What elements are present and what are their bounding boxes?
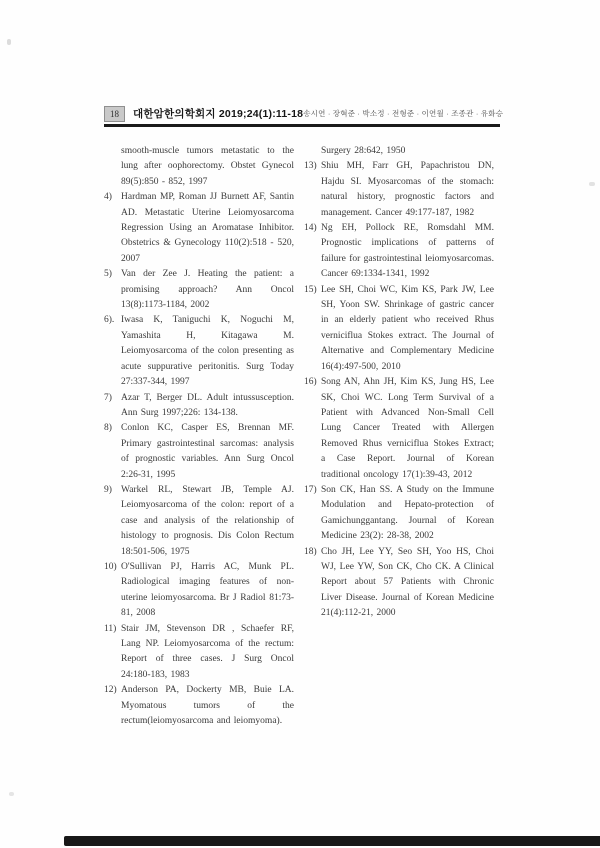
reference-item-4 bbox=[104, 190, 294, 267]
reference-item-3-continuation bbox=[104, 144, 294, 190]
journal-title: 대한암한의학회지 2019;24(1):11-18 bbox=[133, 108, 304, 120]
reference-number: 11) bbox=[104, 623, 117, 634]
reference-text: smooth-muscle tumors metastatic to the lung after oophorectomy. Obstet Gynecol 89(5):850 - 852, 1997 bbox=[121, 146, 294, 187]
reference-column-left bbox=[104, 144, 294, 729]
reference-item-11 bbox=[104, 622, 294, 684]
scan-artifact bbox=[589, 182, 595, 186]
scan-edge-bar bbox=[64, 836, 600, 846]
reference-item-14 bbox=[304, 221, 494, 283]
page-number: 18 bbox=[110, 108, 119, 119]
reference-item-6 bbox=[104, 313, 294, 390]
scan-artifact bbox=[7, 39, 11, 45]
reference-item-9 bbox=[104, 483, 294, 560]
reference-item-17 bbox=[304, 483, 494, 545]
reference-number: 17) bbox=[304, 484, 317, 495]
reference-number: 16) bbox=[304, 377, 317, 388]
reference-text: Conlon KC, Casper ES, Brennan MF. Primary gastrointestinal sarcomas: analysis of prognostic variables. Ann Surg Oncol 2:26-31, 1995 bbox=[121, 423, 294, 480]
reference-item-7 bbox=[104, 391, 294, 422]
reference-text: Hardman MP, Roman JJ Burnett AF, Santin AD. Metastatic Uterine Leiomyosarcoma Regression Using an Aromatase Inhibitor. Obstetrics & Gynecology 110(2):518 - 520, 2007 bbox=[121, 192, 294, 264]
reference-text: O'Sullivan PJ, Harris AC, Munk PL. Radiological imaging features of non-uterine leiomyosarcoma. Br J Radiol 81:73-81, 2008 bbox=[121, 561, 294, 619]
reference-item-5 bbox=[104, 267, 294, 313]
reference-text: Son CK, Han SS. A Study on the Immune Modulation and Hepato-protection of Gamichunggantang. Journal of Korean Medicine 23(2): 28-38, 2002 bbox=[321, 484, 494, 542]
reference-text: Warkel RL, Stewart JB, Temple AJ. Leiomyosarcoma of the colon: report of a case and analysis of the relationship of histology to prognosis. Dis Colon Rectum 18:501-506, 1975 bbox=[121, 484, 294, 557]
reference-text: Cho JH, Lee YY, Seo SH, Yoo HS, Choi WJ, Lee YW, Son CK, Cho CK. A Clinical Report about 57 Patients with Chronic Liver Disease. Journal of Korean Medicine 21(4):112-21, 2000 bbox=[321, 546, 494, 619]
reference-number: 18) bbox=[304, 546, 317, 557]
reference-item-12-continuation bbox=[304, 144, 494, 159]
reference-item-15 bbox=[304, 283, 494, 375]
reference-column-right bbox=[304, 144, 494, 729]
reference-text: Lee SH, Choi WC, Kim KS, Park JW, Lee SH, Yoon SW. Shrinkage of gastric cancer in an elderly patient who received Rhus verniciflua Stokes extract. The Journal of Alternative and Complementary Medicine 16(4):497-500, 2010 bbox=[321, 284, 494, 372]
reference-number: 7) bbox=[104, 392, 112, 403]
reference-number: 9) bbox=[104, 484, 112, 495]
reference-text: Surgery 28:642, 1950 bbox=[321, 146, 406, 156]
scan-artifact bbox=[9, 792, 14, 796]
reference-item-16 bbox=[304, 375, 494, 483]
reference-number: 8) bbox=[104, 423, 112, 434]
reference-number: 13) bbox=[304, 161, 317, 172]
reference-number: 4) bbox=[104, 192, 112, 203]
reference-text: Anderson PA, Dockerty MB, Buie LA. Myomatous tumors of the rectum(leiomyosarcoma and leiomyoma). bbox=[121, 685, 294, 727]
reference-item-8 bbox=[104, 421, 294, 483]
page-number-box bbox=[104, 106, 125, 122]
reference-number: 12) bbox=[104, 685, 117, 696]
reference-item-13 bbox=[304, 159, 494, 221]
page-header bbox=[104, 104, 504, 123]
reference-number: 14) bbox=[304, 223, 317, 234]
reference-text: Song AN, Ahn JH, Kim KS, Jung HS, Lee SK, Choi WC. Long Term Survival of a Patient with Advanced Non-Small Cell Lung Cancer Treated with Allergen Removed Rhus verniciflua Stokes Extract; a Case Report. Journal of Korean traditional oncology 17(1):39-43, 2012 bbox=[321, 377, 494, 480]
reference-number: 6). bbox=[104, 315, 115, 326]
reference-text: Stair JM, Stevenson DR , Schaefer RF, Lang NP. Leiomyosarcoma of the rectum: Report of three cases. J Surg Oncol 24:180-183, 1983 bbox=[121, 623, 294, 680]
reference-text: Shiu MH, Farr GH, Papachristou DN, Hajdu SI. Myosarcomas of the stomach: natural history, prognostic factors and management. Cancer 49:177-187, 1982 bbox=[321, 161, 494, 218]
reference-columns bbox=[104, 144, 500, 729]
reference-item-18 bbox=[304, 545, 494, 622]
reference-text: Iwasa K, Taniguchi K, Noguchi M, Yamashita H, Kitagawa M. Leiomyosarcoma of the colon presenting as acute suppurative peritonitis. Surg Today 27:337-344, 1997 bbox=[121, 315, 294, 388]
reference-item-12 bbox=[104, 683, 294, 729]
reference-text: Azar T, Berger DL. Adult intussusception. Ann Surg 1997;226: 134-138. bbox=[121, 392, 294, 418]
author-names: 송시연 · 장혁준 · 박소정 · 전형준 · 이연월 · 조종관 · 유화승 bbox=[303, 109, 504, 118]
reference-number: 15) bbox=[304, 284, 317, 295]
reference-number: 5) bbox=[104, 269, 112, 280]
reference-text: Van der Zee J. Heating the patient: a promising approach? Ann Oncol 13(8):1173-1184, 2002 bbox=[121, 269, 294, 311]
reference-text: Ng EH, Pollock RE, Romsdahl MM. Prognostic implications of patterns of failure for gastrointestinal leiomyosarcomas. Cancer 69:1334-1341, 1992 bbox=[321, 223, 494, 280]
reference-number: 10) bbox=[104, 561, 117, 572]
header-rule bbox=[104, 124, 500, 127]
reference-item-10 bbox=[104, 560, 294, 622]
